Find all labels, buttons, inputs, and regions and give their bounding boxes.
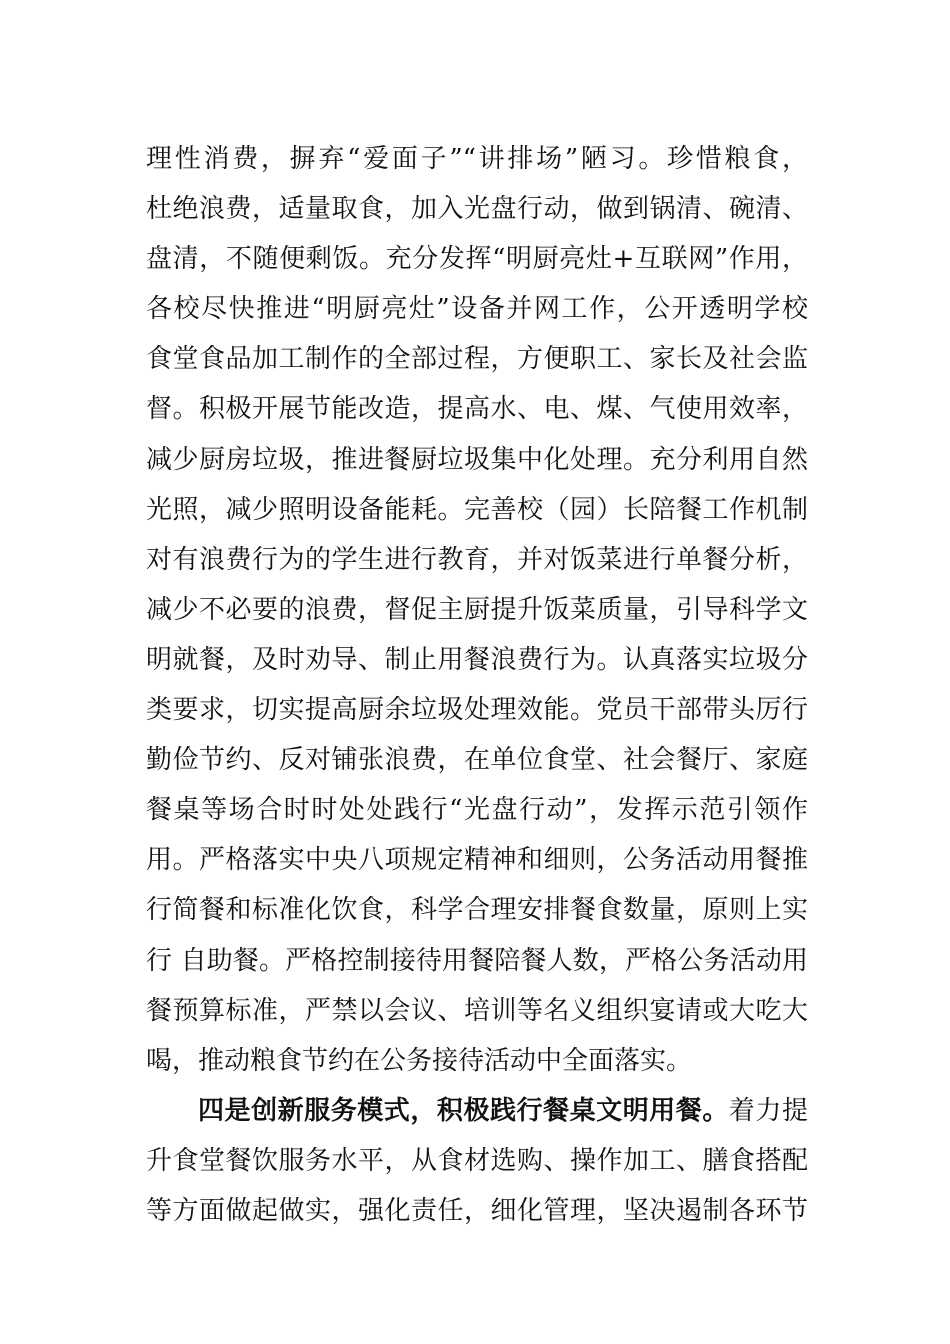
text-line: 喝，推动粮食节约在公务接待活动中全面落实。 xyxy=(146,1045,693,1076)
text-line: 理性消费，摒弃“爱面子”“讲排场”陋习。珍惜粮食， xyxy=(146,144,808,174)
text-line: 类要求，切实提高厨余垃圾处理效能。党员干部带头厉行 xyxy=(146,695,808,726)
text-line: 光照，减少照明设备能耗。完善校（园）长陪餐工作机制 xyxy=(146,494,808,525)
text-line: 食堂食品加工制作的全部过程，方便职工、家长及社会监 xyxy=(146,344,808,375)
text-line: 勤俭节约、反对铺张浪费，在单位食堂、社会餐厅、家庭 xyxy=(146,745,808,776)
text-line: 餐预算标准，严禁以会议、培训等名义组织宴请或大吃大 xyxy=(146,995,808,1026)
text-line: 用。严格落实中央八项规定精神和细则，公务活动用餐推 xyxy=(146,845,808,876)
text-line: 等方面做起做实，强化责任，细化管理，坚决遏制各环节 xyxy=(146,1195,808,1226)
text-line: 升食堂餐饮服务水平，从食材选购、操作加工、膳食搭配 xyxy=(146,1145,808,1176)
paragraph-heading: 四是创新服务模式，积极践行餐桌文明用餐。 xyxy=(198,1095,729,1126)
paragraph-first-line xyxy=(146,1086,808,1136)
text-line: 餐桌等场合时时处处践行“光盘行动”，发挥示范引领作 xyxy=(146,795,808,826)
text-line: 明就餐，及时劝导、制止用餐浪费行为。认真落实垃圾分 xyxy=(146,644,808,675)
text-line: 督。积极开展节能改造，提高水、电、煤、气使用效率， xyxy=(146,394,808,425)
text-line: 杜绝浪费，适量取食，加入光盘行动，做到锅清、碗清、 xyxy=(146,194,808,225)
text-line: 各校尽快推进“明厨亮灶”设备并网工作，公开透明学校 xyxy=(146,294,808,325)
paragraph-text: 着力提 xyxy=(728,1095,808,1126)
text-line: 减少厨房垃圾，推进餐厨垃圾集中化处理。充分利用自然 xyxy=(146,444,808,475)
text-line: 对有浪费行为的学生进行教育，并对饭菜进行单餐分析， xyxy=(146,544,808,575)
text-line: 行 自助餐。严格控制接待用餐陪餐人数，严格公务活动用 xyxy=(146,945,808,976)
text-line: 行简餐和标准化饮食，科学合理安排餐食数量，原则上实 xyxy=(146,895,808,926)
document-body xyxy=(146,134,808,1236)
text-line: 盘清，不随便剩饭。充分发挥“明厨亮灶+互联网”作用， xyxy=(146,244,808,275)
text-line: 减少不必要的浪费，督促主厨提升饭菜质量，引导科学文 xyxy=(146,594,808,625)
